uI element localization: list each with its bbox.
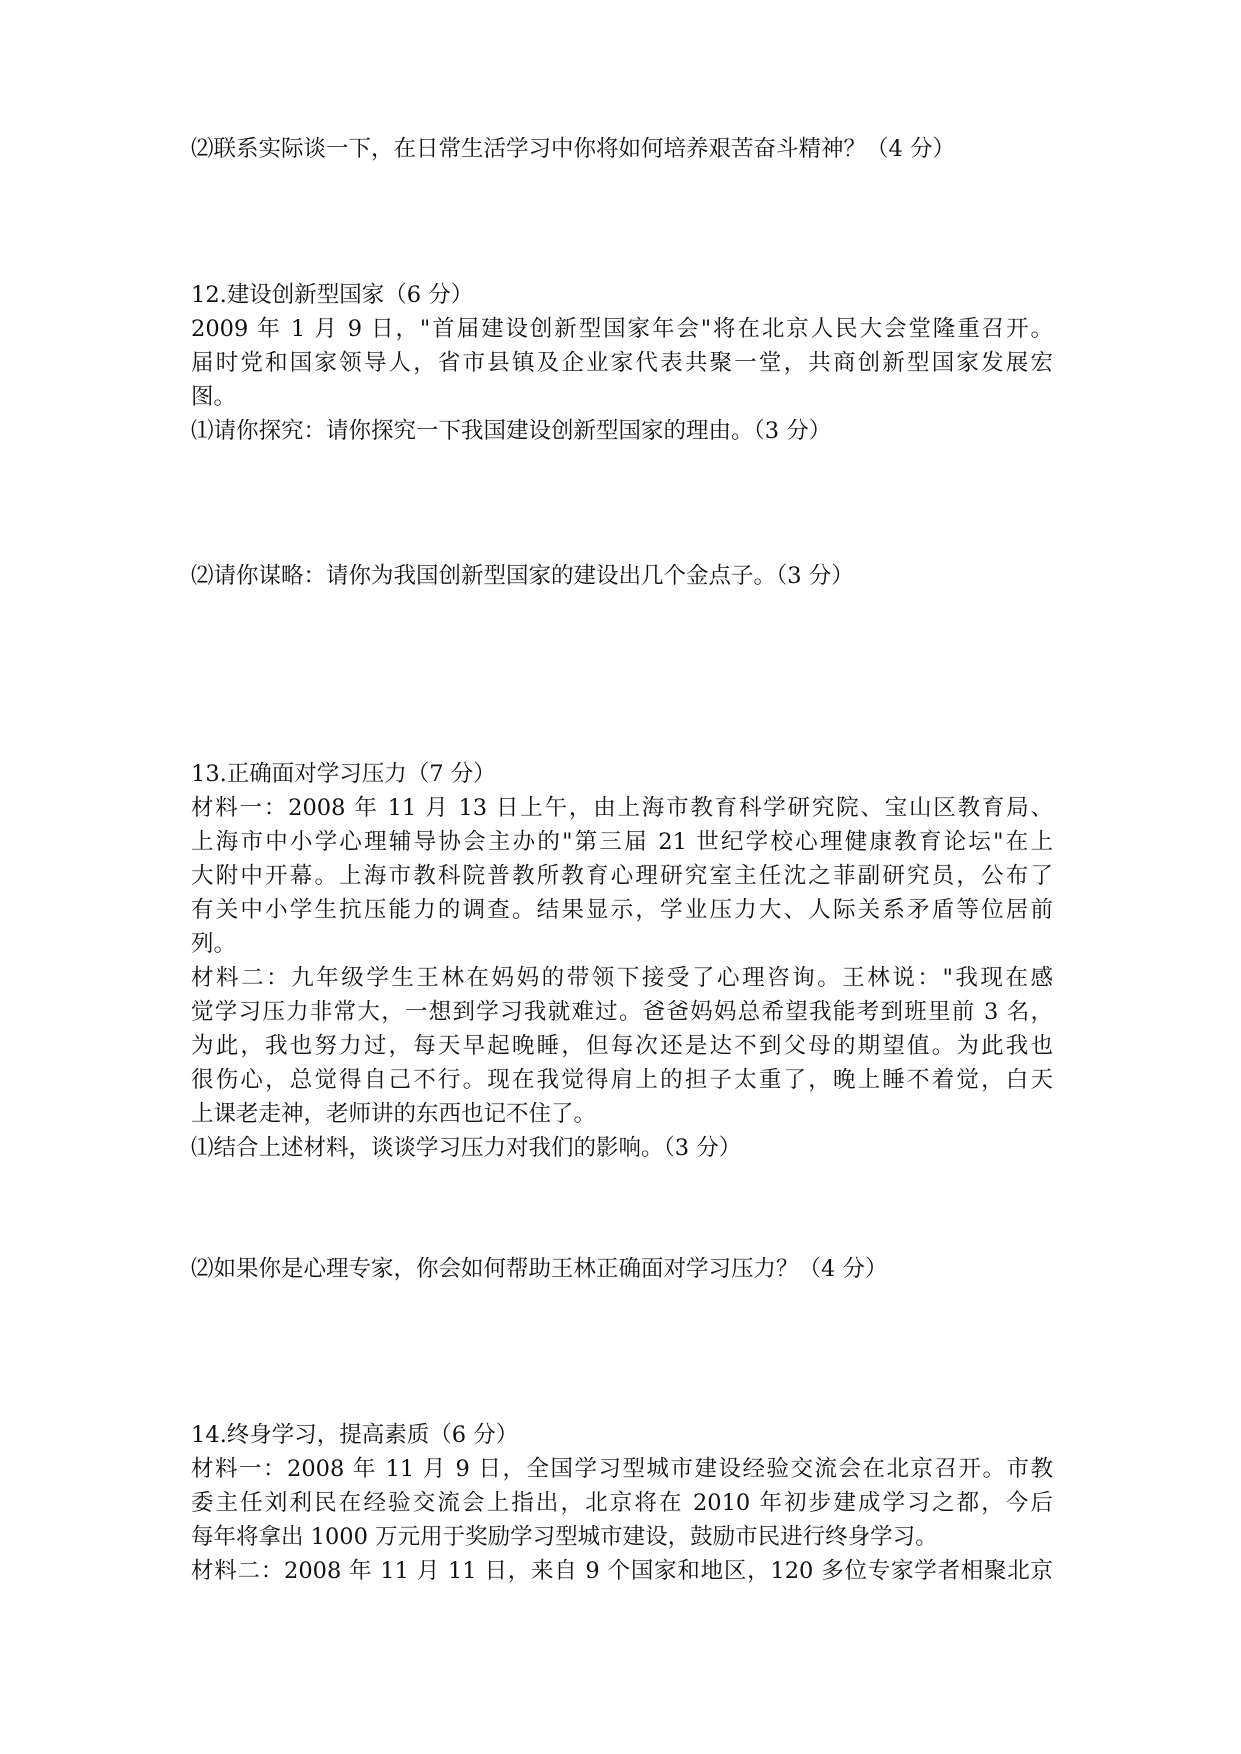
q14-title: 14.终身学习，提高素质（6 分） xyxy=(191,1422,519,1448)
q13-material-line: 大附中开幕。上海市教科院普教所教育心理研究室主任沈之菲副研究员，公布了 xyxy=(191,863,1053,889)
q13-material-line: 上课老走神，老师讲的东西也记不住了。 xyxy=(191,1101,597,1127)
q13-material-line: 觉学习压力非常大，一想到学习我就难过。爸爸妈妈总希望我能考到班里前 3 名， xyxy=(191,999,1053,1025)
q13-material-line: 为此，我也努力过，每天早起晚睡，但每次还是达不到父母的期望值。为此我也 xyxy=(191,1033,1053,1059)
q14-material-line: 委主任刘利民在经验交流会上指出，北京将在 2010 年初步建成学习之都，今后 xyxy=(191,1490,1053,1516)
q12-part1: ⑴请你探究：请你探究一下我国建设创新型国家的理由。（3 分） xyxy=(191,418,832,444)
q13-part1: ⑴结合上述材料，谈谈学习压力对我们的影响。（3 分） xyxy=(191,1135,742,1161)
q12-part2: ⑵请你谋略：请你为我国创新型国家的建设出几个金点子。（3 分） xyxy=(191,563,854,589)
q13-material-line: 有关中小学生抗压能力的调查。结果显示，学业压力大、人际关系矛盾等位居前 xyxy=(191,897,1053,923)
q13-title: 13.正确面对学习压力（7 分） xyxy=(191,761,496,787)
q11-part2: ⑵联系实际谈一下，在日常生活学习中你将如何培养艰苦奋斗精神？（4 分） xyxy=(191,136,955,162)
q13-part2: ⑵如果你是心理专家，你会如何帮助王林正确面对学习压力？（4 分） xyxy=(191,1256,888,1282)
q12-material-line: 2009 年 1 月 9 日，"首届建设创新型国家年会"将在北京人民大会堂隆重召开。 xyxy=(191,316,1053,342)
q12-title: 12.建设创新型国家（6 分） xyxy=(191,282,474,308)
q13-material-line: 材料一：2008 年 11 月 13 日上午，由上海市教育科学研究院、宝山区教育局、 xyxy=(191,795,1053,821)
q12-material-line: 图。 xyxy=(191,384,237,410)
q14-material-line: 材料一：2008 年 11 月 9 日，全国学习型城市建设经验交流会在北京召开。市教 xyxy=(191,1456,1053,1482)
q12-material-line: 届时党和国家领导人，省市县镇及企业家代表共聚一堂，共商创新型国家发展宏 xyxy=(191,350,1053,376)
q13-material-line: 很伤心，总觉得自己不行。现在我觉得肩上的担子太重了，晚上睡不着觉，白天 xyxy=(191,1067,1053,1093)
q14-material-line: 材料二：2008 年 11 月 11 日，来自 9 个国家和地区，120 多位专家学者相聚北京 xyxy=(191,1558,1053,1584)
q13-material-line: 材料二：九年级学生王林在妈妈的带领下接受了心理咨询。王林说："我现在感 xyxy=(191,965,1053,991)
q14-material-line: 每年将拿出 1000 万元用于奖励学习型城市建设，鼓励市民进行终身学习。 xyxy=(191,1524,938,1550)
q13-material-line: 列。 xyxy=(191,931,237,957)
q13-material-line: 上海市中小学心理辅导协会主办的"第三届 21 世纪学校心理健康教育论坛"在上 xyxy=(191,829,1053,855)
